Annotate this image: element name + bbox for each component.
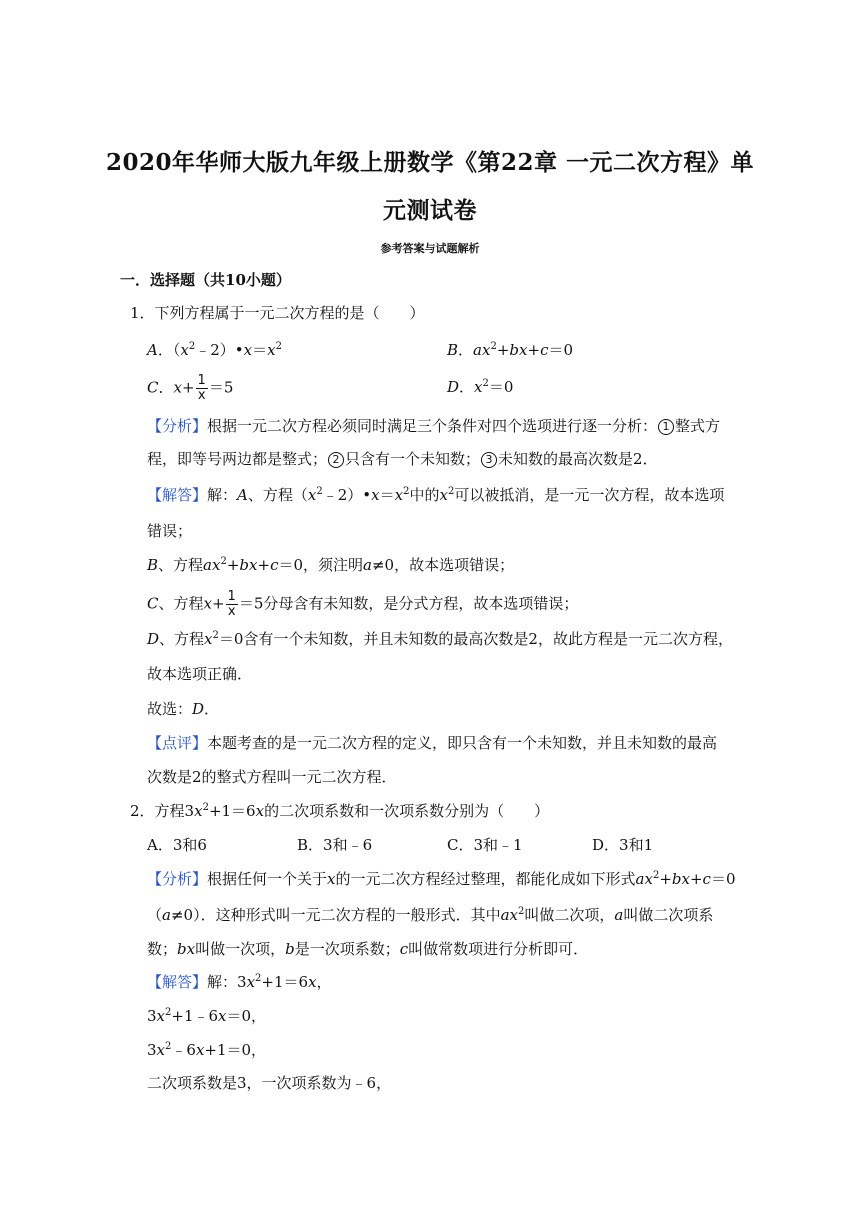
q2-solution-line-4: 二次项系数是3，一次项系数为﹣6， [147, 1074, 392, 1092]
q2-stem: 2．方程$3x^2+1=6x$的二次项系数和一次项系数分别为（ ） [130, 802, 550, 820]
q2-analysis-text-1: 根据任何一个关于x的一元二次方程经过整理，都能化成如下形式$ax^2+bx+c=0$ [207, 870, 736, 888]
q2-option-b: B．3和﹣6 [297, 836, 373, 854]
q1-analysis-text-1: 根据一元二次方程必须同时满足三个条件对四个选项进行逐一分析： 1 整式方 [207, 417, 721, 435]
analysis-tag: 【分析】 [147, 870, 208, 888]
q2-option-d: D．3和1 [592, 836, 654, 854]
q1-solution-line-3: B、方程$ax^2+bx+c=0$，须注明a≠0，故本选项错误； [147, 556, 515, 574]
q2-solution-line-1 [147, 972, 332, 992]
q1-analysis-line-1 [147, 416, 720, 436]
q2-solution-line-3: $3x^2﹣6x+1=0$， [147, 1041, 267, 1059]
q1-solution-text-1: 解：A、方程$(x^2﹣2)•x=x^2$中的$x^2$可以被抵消，是一元一次方程，故本选项 [207, 486, 725, 504]
q2-option-c: C．3和﹣1 [447, 836, 523, 854]
q1-comment-line-1 [147, 733, 717, 753]
q1-solution-line-1 [147, 485, 724, 505]
analysis-tag: 【分析】 [147, 417, 208, 435]
section-heading: 一．选择题（共10小题） [120, 271, 291, 289]
q1-solution-line-6: 故本选项正确． [147, 665, 253, 683]
q1-solution-line-7: 故选：D． [147, 700, 220, 718]
q1-solution-line-4: C、方程x+ $\frac{1}{x}$ ＝5分母含有未知数，是分式方程，故本选项错误； [147, 589, 579, 619]
q1-comment-text-1: 本题考查的是一元二次方程的定义，即只含有一个未知数，并且未知数的最高 [207, 734, 718, 752]
document-title-line-2: 元测试卷 [383, 197, 477, 224]
q2-analysis-line-2: （a≠0）．这种形式叫一元二次方程的一般形式．其中$ax^2$叫做二次项，a叫做二次项系 [147, 906, 714, 924]
q2-option-a: A．3和6 [147, 836, 207, 854]
q1-comment-line-2: 次数是2的整式方程叫一元二次方程． [147, 768, 397, 786]
q1-option-a: A．$(x^2﹣2)•x=x^2$ [147, 341, 282, 359]
q2-solution-line-2: $3x^2+1﹣6x=0$， [147, 1007, 267, 1025]
comment-tag: 【点评】 [147, 734, 208, 752]
document-subtitle: 参考答案与试题解析 [380, 242, 480, 255]
q1-option-c: C．x+ $\frac{1}{x}$ ＝5 [147, 373, 234, 403]
q1-option-b: B．$ax^2+bx+c=0$ [447, 341, 574, 359]
q1-option-d: D．$x^2=0$ [447, 378, 514, 396]
q2-solution-text-1: 解：$3x^2+1=6x$， [207, 973, 332, 991]
q2-analysis-line-1 [147, 869, 736, 889]
solution-tag: 【解答】 [147, 973, 208, 991]
q2-analysis-line-3: 数；bx叫做一次项，b是一次项系数；c叫做常数项进行分析即可． [147, 940, 589, 958]
q1-stem: 1．下列方程属于一元二次方程的是（ ） [130, 304, 425, 322]
q1-analysis-line-2: 程，即等号两边都是整式； 2 只含有一个未知数； 3 未知数的最高次数是2． [147, 450, 658, 468]
q1-solution-line-5: D、方程$x^2=0$含有一个未知数，并且未知数的最高次数是2，故此方程是一元二次方程， [147, 630, 733, 648]
q1-solution-line-2: 错误； [147, 522, 193, 540]
document-title-line-1: 2020年华师大版九年级上册数学《第22章 一元二次方程》单 [105, 149, 755, 176]
solution-tag: 【解答】 [147, 486, 208, 504]
